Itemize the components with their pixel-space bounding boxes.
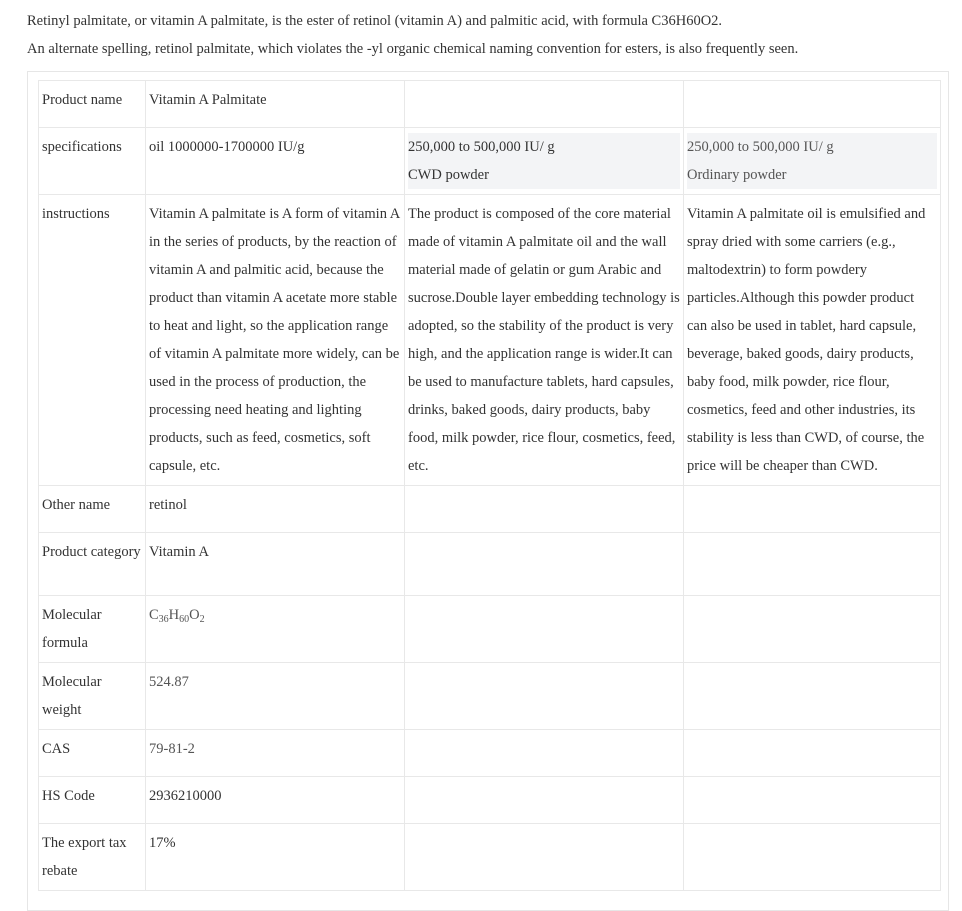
intro-line-2: An alternate spelling, retinol palmitate, which violates the -yl organic chemical naming convention for esters, is also frequently seen.	[27, 41, 799, 57]
empty-cell	[405, 824, 684, 891]
value-hs-code: 2936210000	[146, 777, 405, 824]
empty-cell	[684, 596, 941, 663]
value-instructions-3: Vitamin A palmitate oil is emulsified and spray dried with some carriers (e.g., maltodextrin) to form powdery particles.Although this powder product can also be used in tablet, hard capsule, beverage, baked goods, dairy products, baby food, milk powder, rice flour, cosmetics, feed and other industries, its stability is less than CWD, of course, the price will be cheaper than CWD.	[684, 195, 941, 486]
value-instructions-2: The product is composed of the core material made of vitamin A palmitate oil and the wall material made of gelatin or gum Arabic and sucrose.Double layer embedding technology is adopted, so the stability of the product is very high, and the application range is wider.It can be used to manufacture tablets, hard capsules, drinks, baked goods, dairy products, baby food, milk powder, rice flour, cosmetics, feed, etc.	[405, 195, 684, 486]
empty-cell	[405, 81, 684, 128]
intro-text	[27, 7, 952, 63]
empty-cell	[405, 533, 684, 596]
label-export-tax: The export tax rebate	[39, 824, 146, 891]
spec-card	[27, 71, 949, 911]
empty-cell	[684, 533, 941, 596]
spec-cwd-box	[408, 133, 680, 189]
value-cas: 79-81-2	[146, 730, 405, 777]
table-row-hs-code	[39, 777, 941, 824]
value-spec-cwd	[405, 128, 684, 195]
value-export-tax: 17%	[146, 824, 405, 891]
spec-ordinary-type: Ordinary powder	[687, 167, 787, 183]
table-row-molecular-formula	[39, 596, 941, 663]
empty-cell	[684, 81, 941, 128]
table-row-export-tax	[39, 824, 941, 891]
table-row-cas	[39, 730, 941, 777]
empty-cell	[684, 486, 941, 533]
empty-cell	[405, 730, 684, 777]
table-row-other-name	[39, 486, 941, 533]
table-row-product-category	[39, 533, 941, 596]
empty-cell	[684, 824, 941, 891]
spec-table	[38, 80, 941, 891]
value-other-name: retinol	[146, 486, 405, 533]
empty-cell	[405, 777, 684, 824]
value-product-category: Vitamin A	[146, 533, 405, 596]
label-product-name: Product name	[39, 81, 146, 128]
empty-cell	[405, 486, 684, 533]
table-row-instructions	[39, 195, 941, 486]
intro-line-1: Retinyl palmitate, or vitamin A palmitate, is the ester of retinol (vitamin A) and palmitic acid, with formula C36H60O2.	[27, 13, 723, 29]
label-molecular-weight: Molecular weight	[39, 663, 146, 730]
empty-cell	[684, 663, 941, 730]
label-product-category: Product category	[39, 533, 146, 596]
spec-cwd-type: CWD powder	[408, 167, 489, 183]
value-spec-oil: oil 1000000-1700000 IU/g	[146, 128, 405, 195]
value-instructions-1: Vitamin A palmitate is A form of vitamin A in the series of products, by the reaction of vitamin A and palmitic acid, because the product than vitamin A acetate more stable to heat and light, so the application range of vitamin A palmitate more widely, can be used in the process of production, the processing need heating and lighting products, such as feed, cosmetics, soft capsule, etc.	[146, 195, 405, 486]
value-spec-ordinary	[684, 128, 941, 195]
empty-cell	[405, 663, 684, 730]
label-other-name: Other name	[39, 486, 146, 533]
spec-ordinary-box	[687, 133, 937, 189]
value-molecular-weight: 524.87	[146, 663, 405, 730]
label-specifications: specifications	[39, 128, 146, 195]
table-row-product-name	[39, 81, 941, 128]
empty-cell	[684, 777, 941, 824]
table-row-molecular-weight	[39, 663, 941, 730]
empty-cell	[405, 596, 684, 663]
label-molecular-formula: Molecular formula	[39, 596, 146, 663]
label-hs-code: HS Code	[39, 777, 146, 824]
value-product-name: Vitamin A Palmitate	[146, 81, 405, 128]
label-cas: CAS	[39, 730, 146, 777]
spec-cwd-range: 250,000 to 500,000 IU/ g	[408, 139, 555, 155]
value-molecular-formula: $C_{36}H_{60}O_2$	[146, 596, 405, 663]
table-row-specifications	[39, 128, 941, 195]
label-instructions: instructions	[39, 195, 146, 486]
spec-ordinary-range: 250,000 to 500,000 IU/ g	[687, 139, 834, 155]
empty-cell	[684, 730, 941, 777]
